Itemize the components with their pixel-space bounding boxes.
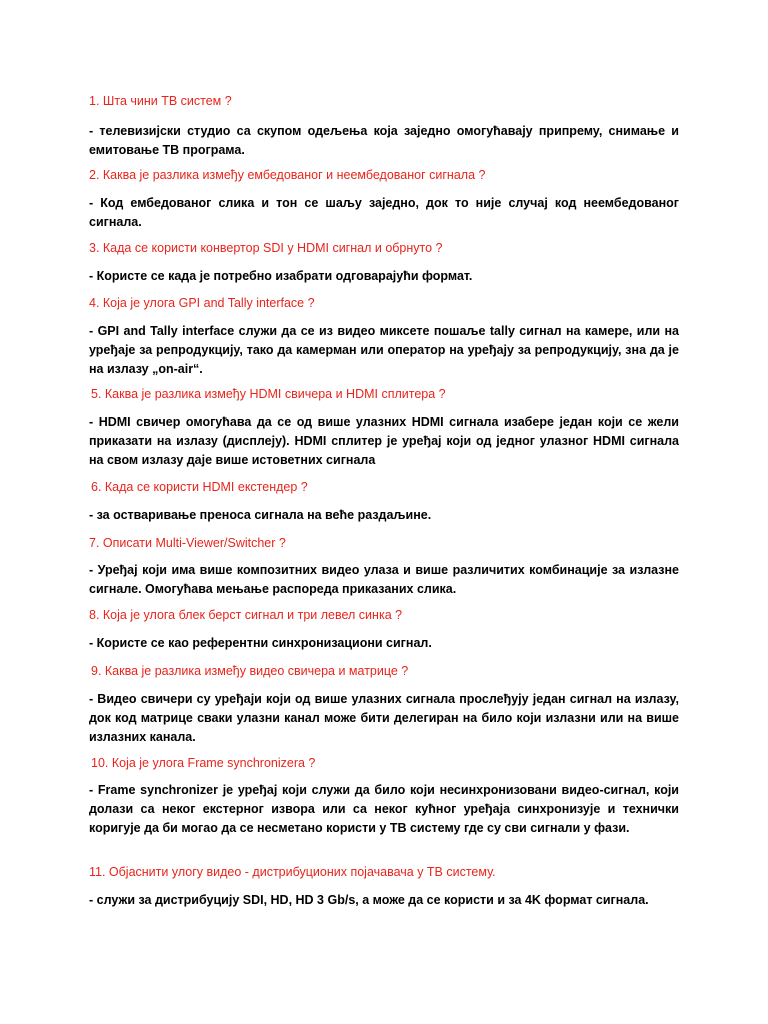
answer-11: - служи за дистрибуцију SDI, HD, HD 3 Gb/s, а може да се користи и за 4K формат сигнала. [89, 893, 649, 907]
answer-5: - HDMI свичер омогућава да се од више улазних HDMI сигнала изабере један који се жели приказати на излазу (дисплеју). HDMI сплитер је уређај који од једног улазног HDMI сигнала на свом излазу даје више истоветних сигнала [89, 415, 679, 467]
question-6: 6. Када се користи HDMI екстендер ? [91, 480, 308, 494]
question-4: 4. Која је улога GPI and Tally interface ? [89, 296, 315, 310]
question-10: 10. Која је улога Frame synchronizera ? [91, 756, 316, 770]
question-2: 2. Каква је разлика између ембедованог и неембедованог сигнала ? [89, 168, 486, 182]
question-11: 11. Објаснити улогу видео - дистрибуционих појачавача у ТВ систему. [89, 865, 496, 879]
question-3: 3. Када се користи конвертор SDI у HDMI сигнал и обрнуто ? [89, 241, 443, 255]
question-8: 8. Која је улога блек берст сигнал и три левел синка ? [89, 608, 403, 622]
question-9: 9. Каква је разлика између видео свичера и матрице ? [91, 664, 409, 678]
answer-4: - GPI and Tally interface служи да се из видео миксете пошаље tally сигнал на камере, или на уређаје за репродукцију, тако да камерман или оператор на уређају за репродукцију, зна да је на излазу „on-air“. [89, 324, 679, 376]
question-7: 7. Описати Multi-Viewer/Switcher ? [89, 536, 286, 550]
question-1: 1. Шта чини ТВ систем ? [89, 94, 232, 108]
answer-1: - телевизијски студио са скупом одељења која заједно омогућавају припрему, снимање и емитовање ТВ програма. [89, 124, 679, 157]
answer-10: - Frame synchronizer је уређај који служи да било који несинхронизовани видео-сигнал, који долази са неког екстерног извора или са неког кућног уређаја синхронизује и технички коригује да би могао да се несметано користи у ТВ систему где су сви сигнали у фази. [89, 783, 679, 835]
answer-8: - Користе се као референтни синхронизациони сигнал. [89, 636, 432, 650]
answer-2: - Код ембедованог слика и тон се шаљу заједно, док то није случај код неембедованог сигнала. [89, 196, 679, 229]
answer-9: - Видео свичери су уређаји који од више улазних сигнала прослеђују један сигнал на излазу, док код матрице сваки улазни канал може бити делегиран на било који излазни или на више излазних канала. [89, 692, 679, 744]
answer-6: - за остваривање преноса сигнала на веће раздаљине. [89, 508, 432, 522]
answer-3: - Користе се када је потребно изабрати одговарајући формат. [89, 269, 473, 283]
question-5: 5. Каква је разлика између HDMI свичера и HDMI сплитера ? [91, 387, 446, 401]
answer-7: - Уређај који има више композитних видео улаза и више различитих комбинације за излазне сигнале. Омогућава мењање распореда приказаних слика. [89, 563, 679, 596]
